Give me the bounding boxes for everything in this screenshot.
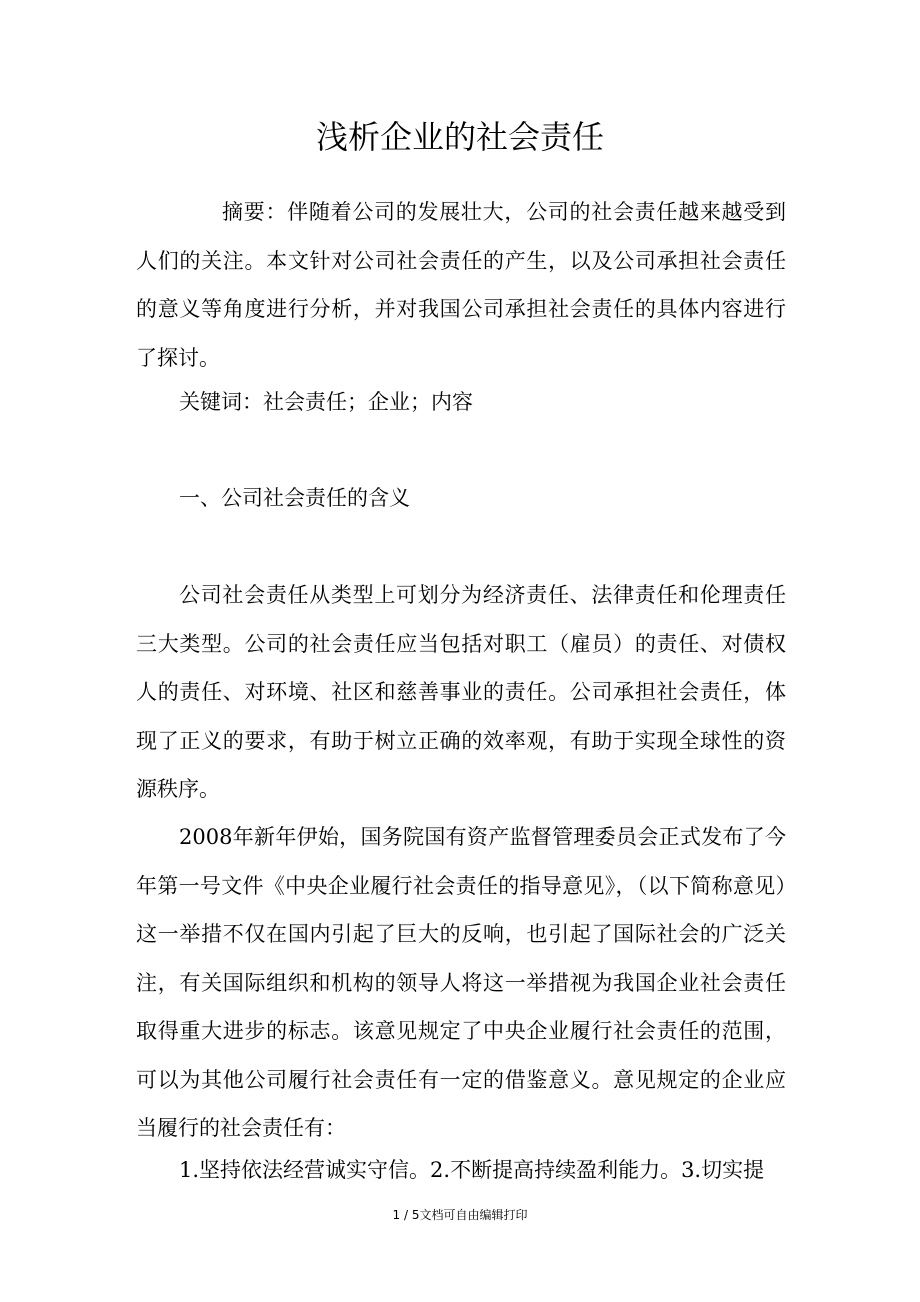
page-footer: 1 / 5文档可自由编辑打印 (392, 1208, 528, 1222)
list-items-line: 1.坚持依法经营诚实守信。2.不断提高持续盈利能力。3.切实提 (179, 1158, 765, 1182)
section-heading: 一、公司社会责任的含义 (179, 486, 410, 510)
body-paragraph-2: 2008年新年伊始，国务院国有资产监督管理委员会正式发布了今年第一号文件《中央企业履行社会责任的指导意见》，（以下简称意见）这一举措不仅在国内引起了巨大的反响，也引起了国际社会的广泛关注，有关国际组织和机构的领导人将这一举措视为我国企业社会责任取得重大进步的标志。该意见规定了中央企业履行社会责任的范围，可以为其他公司履行社会责任有一定的借鉴意义。意见规定的企业应当履行的社会责任有： (136, 825, 786, 1140)
keywords-line: 关键词：社会责任；企业；内容 (179, 390, 473, 414)
document-title: 浅析企业的社会责任 (315, 118, 604, 156)
abstract-paragraph: 摘要：伴随着公司的发展壮大，公司的社会责任越来越受到人们的关注。本文针对公司社会责任的产生，以及公司承担社会责任的意义等角度进行分析，并对我国公司承担社会责任的具体内容进行了探讨。 (136, 200, 786, 370)
body-paragraph-1: 公司社会责任从类型上可划分为经济责任、法律责任和伦理责任三大类型。公司的社会责任应当包括对职工（雇员）的责任、对债权人的责任、对环境、社区和慈善事业的责任。公司承担社会责任，体现了正义的要求，有助于树立正确的效率观，有助于实现全球性的资源秩序。 (136, 583, 786, 801)
